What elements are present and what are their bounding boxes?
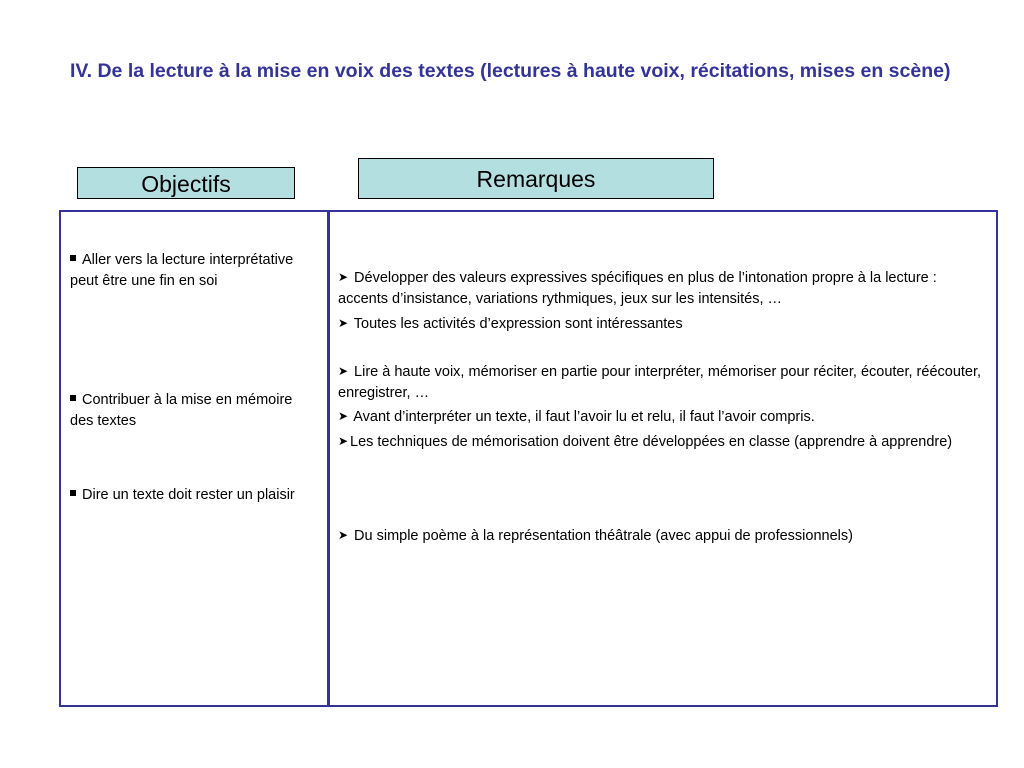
arrow-bullet-icon: ➤ [338,409,349,423]
objectif-text: Dire un texte doit rester un plaisir [82,487,295,503]
remarque-item [338,314,983,335]
objectifs-header: Objectifs [77,167,295,199]
objectif-item [70,250,315,291]
remarque-text: Avant d’interpréter un texte, il faut l’avoir lu et relu, il faut l’avoir compris. [350,409,815,425]
remarque-item [338,526,983,547]
objectif-item [70,390,315,431]
square-bullet-icon [70,395,76,401]
remarque-item [338,432,983,453]
arrow-bullet-icon: ➤ [338,528,349,542]
square-bullet-icon [70,490,76,496]
square-bullet-icon [70,255,76,261]
objectif-item [70,485,315,506]
objectif-text: Aller vers la lecture interprétative peut être une fin en soi [70,252,294,289]
arrow-bullet-icon: ➤ [338,364,349,378]
remarque-text: Toutes les activités d’expression sont intéressantes [350,316,683,332]
arrow-bullet-icon: ➤ [338,270,349,284]
remarque-item [338,268,983,309]
slide-title: IV. De la lecture à la mise en voix des textes (lectures à haute voix, récitations, mises en scène) [70,60,951,82]
remarques-column [338,212,988,705]
remarque-text: Du simple poème à la représentation théâtrale (avec appui de professionnels) [350,528,853,544]
remarque-text: Les techniques de mémorisation doivent être développées en classe (apprendre à apprendre) [350,434,953,450]
objectif-text: Contribuer à la mise en mémoire des textes [70,392,293,429]
content-table [59,210,998,707]
remarques-header: Remarques [358,158,714,199]
remarque-text: Développer des valeurs expressives spécifiques en plus de l’intonation propre à la lecture : accents d’insistance, variations rythmiques, jeux sur les intensités, … [338,270,937,307]
remarque-item [338,362,983,403]
remarque-text: Lire à haute voix, mémoriser en partie pour interpréter, mémoriser pour réciter, écouter, réécouter, enregistrer, … [338,364,982,401]
arrow-bullet-icon: ➤ [338,434,349,448]
objectifs-column [70,212,315,705]
remarque-item [338,407,983,428]
arrow-bullet-icon: ➤ [338,316,349,330]
column-divider [327,212,330,705]
